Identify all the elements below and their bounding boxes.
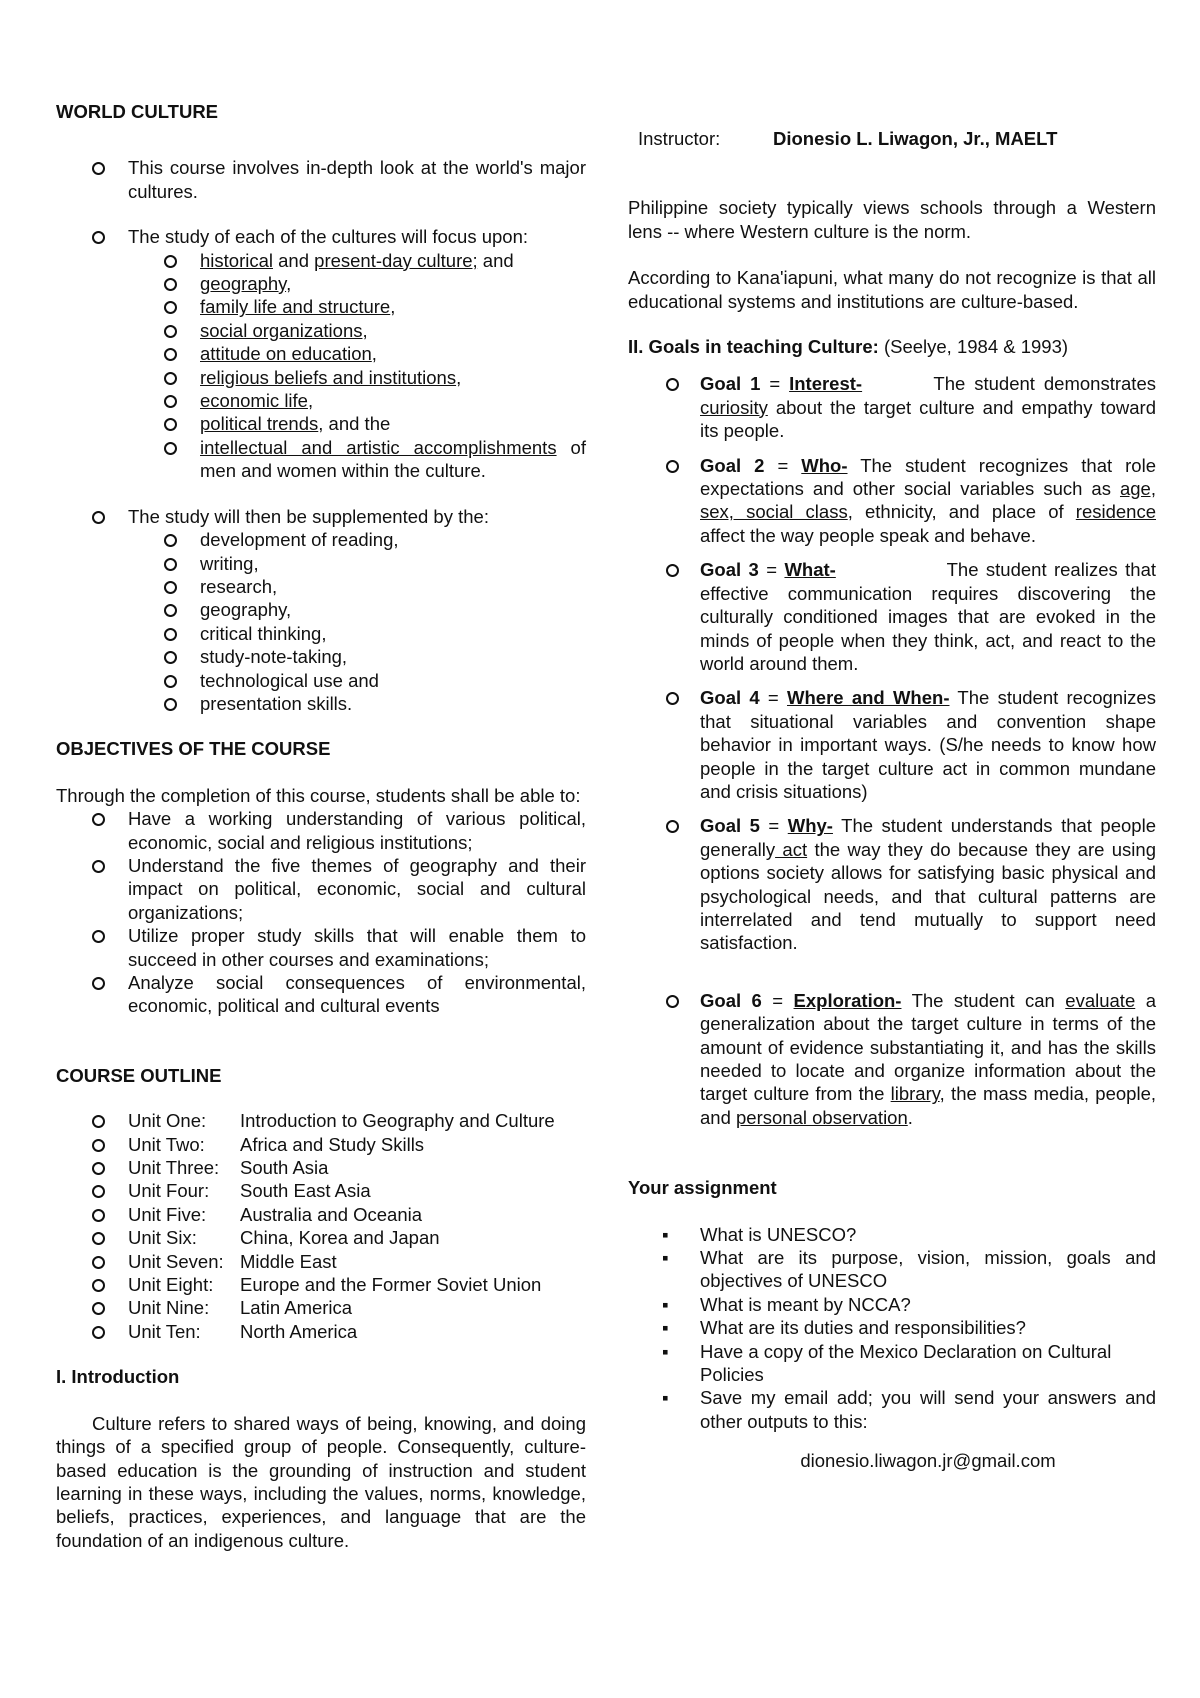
circle-bullet-icon [164,628,177,641]
list-item: attitude on education, [128,342,586,365]
list-item: Unit Nine: Latin America [56,1296,586,1319]
circle-bullet-icon [666,460,679,473]
circle-bullet-icon [666,692,679,705]
circle-bullet-icon [92,1302,105,1315]
square-bullet-icon: ▪ [662,1247,669,1269]
list-item: Have a working understanding of various political, economic, social and religious institutions; [56,807,586,854]
circle-bullet-icon [92,1209,105,1222]
assignment-list [628,1223,1156,1434]
list-item: ▪ What is UNESCO? [662,1223,857,1245]
circle-bullet-icon [164,581,177,594]
circle-bullet-icon [92,1115,105,1128]
course-outline-list [56,1109,586,1343]
list-item: development of reading, [128,528,586,551]
list-item: ▪ Have a copy of the Mexico Declaration on Cultural Policies [662,1340,1112,1386]
circle-bullet-icon [666,378,679,391]
circle-bullet-icon [164,255,177,268]
instructor-line [628,127,1156,150]
square-bullet-icon: ▪ [662,1223,669,1245]
circle-bullet-icon [92,231,105,244]
list-item: research, [128,575,586,598]
objectives-list [56,807,586,1018]
list-item: ▪ What is meant by NCCA? [662,1293,911,1315]
course-outline-heading: COURSE OUTLINE [56,1064,222,1086]
right-column [628,127,1156,1473]
circle-bullet-icon [164,278,177,291]
list-item: Utilize proper study skills that will enable them to succeed in other courses and examinations; [56,924,586,971]
list-item: This course involves in-depth look at the world's major cultures. [56,156,586,203]
list-item: technological use and [128,669,586,692]
objectives-heading: OBJECTIVES OF THE COURSE [56,738,331,760]
assignment-heading: Your assignment [628,1177,777,1199]
list-item: Understand the five themes of geography and their impact on political, economic, social and cultural organizations; [56,854,586,924]
introduction-paragraph: Culture refers to shared ways of being, knowing, and doing things of a specified group of people. Consequently, culture-based education is the grounding of instruction and student learning in these ways, including the values, norms, knowledge, beliefs, practices, experiences, and language that are the foundation of an indigenous culture. [56,1412,586,1551]
list-item: religious beliefs and institutions, [128,366,586,389]
circle-bullet-icon [92,977,105,990]
list-item: historical and present-day culture; and [128,249,586,272]
instructor-name: Dionesio L. Liwagon, Jr., MAELT [773,128,1058,149]
list-item: critical thinking, [128,622,586,645]
circle-bullet-icon [92,162,105,175]
paragraph: Philippine society typically views schools through a Western lens -- where Western culture is the norm. [628,197,1156,242]
circle-bullet-icon [92,1326,105,1339]
introduction-heading: I. Introduction [56,1366,180,1388]
square-bullet-icon: ▪ [662,1387,669,1409]
goal-item: Goal 4 = Where and When- The student recognizes that situational variables and convention shape behavior in important ways. (S/he needs to know how people in the target culture act in common mundane and crisis situations) [628,686,1156,803]
list-item: Unit Ten: North America [56,1320,586,1343]
circle-bullet-icon [92,1279,105,1292]
circle-bullet-icon [92,1139,105,1152]
circle-bullet-icon [164,698,177,711]
goals-heading: II. Goals in teaching Culture: (Seelye, 1984 & 1993) [628,336,1069,358]
supplement-list [128,528,586,715]
goal-item: Goal 2 = Who- The student recognizes that role expectations and other social variables such as age, sex, social class, ethnicity, and place of residence affect the way people speak and behave. [628,454,1156,548]
list-item: Unit Two: Africa and Study Skills [56,1133,586,1156]
circle-bullet-icon [92,930,105,943]
list-item: writing, [128,552,586,575]
list-item: political trends, and the [128,412,586,435]
list-item: presentation skills. [128,692,586,715]
objectives-intro: Through the completion of this course, students shall be able to: [56,784,581,806]
list-item: Analyze social consequences of environmental, economic, political and cultural events [56,971,586,1018]
list-item: Unit Seven: Middle East [56,1250,586,1273]
circle-bullet-icon [666,995,679,1008]
circle-bullet-icon [164,675,177,688]
circle-bullet-icon [164,301,177,314]
list-item: Unit Five: Australia and Oceania [56,1203,586,1226]
circle-bullet-icon [164,372,177,385]
course-description-list [56,156,586,715]
goal-item: Goal 6 = Exploration- The student can evaluate a generalization about the target culture in terms of the amount of evidence substantiating it, and has the skills needed to locate and organize information about the target culture from the library, the mass media, people, and personal observation. [628,989,1156,1129]
circle-bullet-icon [92,1162,105,1175]
circle-bullet-icon [164,395,177,408]
circle-bullet-icon [164,651,177,664]
list-item: geography, [128,598,586,621]
list-item: The study will then be supplemented by the: development of reading, writing, research, geography, critical thinking, study-note-taking, technological use and presentation skills. [56,505,586,716]
page-title: WORLD CULTURE [56,101,219,122]
list-item: Unit Eight: Europe and the Former Soviet Union [56,1273,586,1296]
circle-bullet-icon [164,442,177,455]
list-item: economic life, [128,389,586,412]
circle-bullet-icon [164,534,177,547]
instructor-label: Instructor: [638,128,721,149]
list-item: Unit One: Introduction to Geography and Culture [56,1109,586,1132]
list-item: ▪ What are its duties and responsibilities? [662,1317,1026,1339]
focus-list [128,249,586,483]
circle-bullet-icon [666,564,679,577]
square-bullet-icon: ▪ [662,1340,669,1362]
goal-item: Goal 5 = Why- The student understands that people generally act the way they do because they are using options society allows for satisfying basic physical and psychological needs, and that cultural patterns are interrelated and tend mutually to support need satisfaction. [628,814,1156,954]
list-item: ▪ Save my email add; you will send your answers and other outputs to this: [662,1387,1156,1432]
goal-item: Goal 1 = Interest- The student demonstrates curiosity about the target culture and empathy toward its people. [628,372,1156,442]
list-item: social organizations, [128,319,586,342]
circle-bullet-icon [92,1256,105,1269]
list-item: Unit Four: South East Asia [56,1179,586,1202]
list-item: family life and structure, [128,295,586,318]
square-bullet-icon: ▪ [662,1317,669,1339]
circle-bullet-icon [92,813,105,826]
list-item: The study of each of the cultures will focus upon: historical and present-day culture; and geography, family life and structure, social organizations, attitude on education, religious beliefs and institutions, economic life, political trends, and the intellectual and artistic accomplishments of men and women within the culture. [56,225,586,482]
list-item: study-note-taking, [128,645,586,668]
paragraph: According to Kana'iapuni, what many do not recognize is that all educational systems and institutions are culture-based. [628,267,1156,312]
circle-bullet-icon [164,418,177,431]
email-address: dionesio.liwagon.jr@gmail.com [800,1450,1056,1472]
list-item: Unit Three: South Asia [56,1156,586,1179]
circle-bullet-icon [164,348,177,361]
goal-item: Goal 3 = What- The student realizes that effective communication requires discovering the culturally conditioned images that are evoked in the minds of people when they think, act, and react to the world around them. [628,558,1156,675]
list-item: geography, [128,272,586,295]
circle-bullet-icon [92,1185,105,1198]
circle-bullet-icon [164,325,177,338]
left-column [56,100,586,1552]
circle-bullet-icon [164,558,177,571]
circle-bullet-icon [92,1232,105,1245]
circle-bullet-icon [92,511,105,524]
list-item: Unit Six: China, Korea and Japan [56,1226,586,1249]
circle-bullet-icon [164,604,177,617]
list-item: intellectual and artistic accomplishments of men and women within the culture. [128,436,586,483]
circle-bullet-icon [92,860,105,873]
list-item: ▪ What are its purpose, vision, mission, goals and objectives of UNESCO [662,1247,1156,1292]
circle-bullet-icon [666,820,679,833]
square-bullet-icon: ▪ [662,1293,669,1315]
